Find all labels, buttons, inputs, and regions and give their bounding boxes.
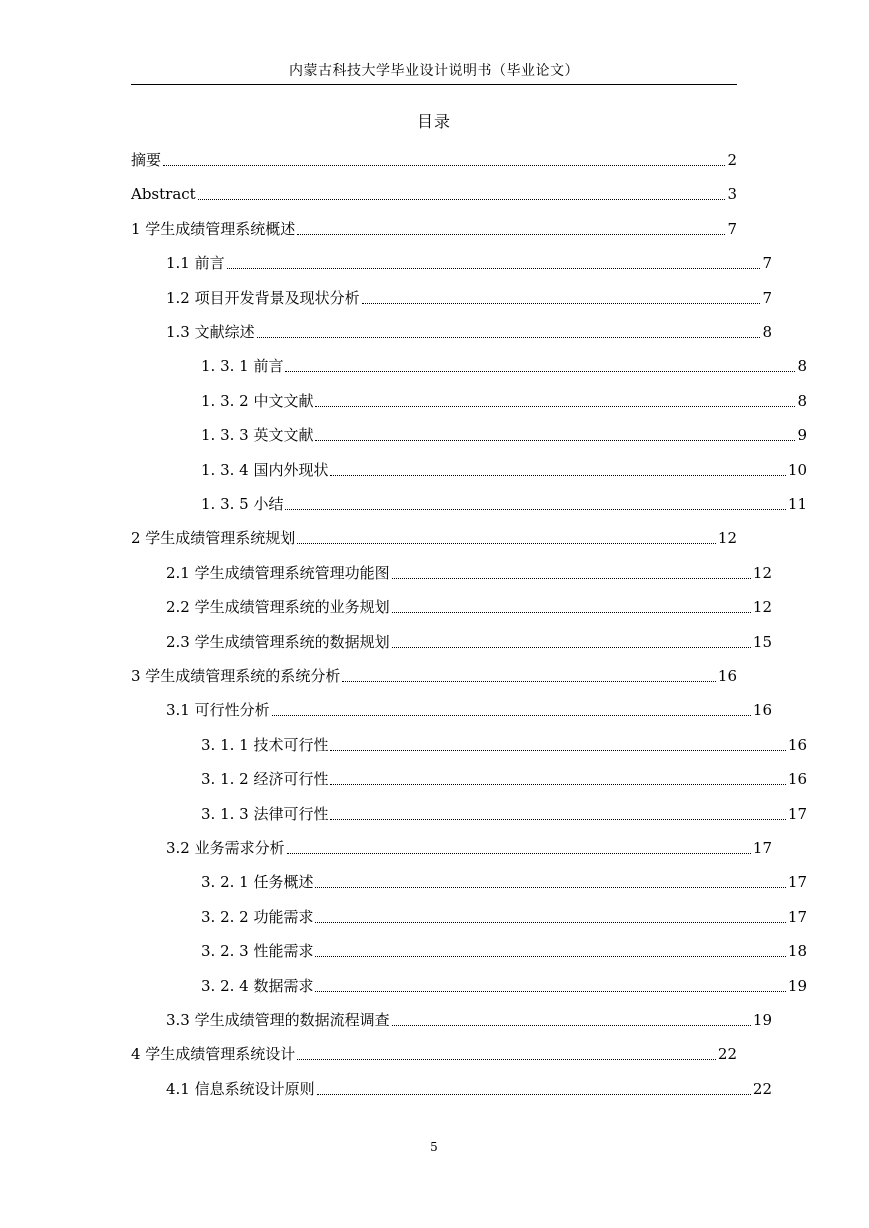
toc-entry-page-number: 16 (787, 770, 807, 789)
toc-entry[interactable] (131, 417, 807, 445)
toc-entry-label: 3. 1. 1 技术可行性 (201, 735, 329, 754)
toc-entry-page-number: 17 (787, 804, 807, 823)
toc-entry-page-number: 12 (717, 529, 737, 548)
toc-dot-leader (257, 337, 761, 338)
toc-entry-label: 2.2 学生成绩管理系统的业务规划 (166, 598, 390, 617)
toc-dot-leader (163, 165, 725, 166)
toc-entry-label: 1. 3. 4 国内外现状 (201, 460, 329, 479)
toc-entry-label: 1.3 文献综述 (166, 323, 255, 341)
toc-entry-page-number: 17 (787, 907, 807, 926)
toc-entry[interactable] (131, 589, 772, 617)
toc-entry-label: 2.1 学生成绩管理系统管理功能图 (166, 563, 390, 582)
toc-entry-label: 3. 2. 1 任务概述 (201, 873, 314, 892)
toc-entry-label: 1 学生成绩管理系统概述 (131, 219, 296, 238)
toc-entry[interactable] (131, 830, 772, 858)
toc-dot-leader (315, 922, 785, 923)
toc-entry[interactable] (131, 796, 807, 824)
toc-entry[interactable] (131, 899, 807, 927)
toc-entry-label: 3.2 业务需求分析 (166, 839, 285, 857)
toc-dot-leader (297, 234, 725, 235)
toc-dot-leader (287, 853, 751, 854)
toc-entry-label: 1. 3. 2 中文文献 (201, 391, 314, 410)
toc-entry-page-number: 3 (727, 185, 737, 204)
toc-dot-leader (315, 887, 785, 888)
toc-entry-page-number: 9 (797, 426, 807, 445)
toc-entry[interactable] (131, 486, 807, 514)
toc-entry[interactable] (131, 692, 772, 720)
toc-dot-leader (317, 1094, 751, 1095)
toc-dot-leader (285, 371, 795, 372)
toc-entry-label: 3. 2. 4 数据需求 (201, 976, 314, 995)
toc-dot-leader (297, 1059, 716, 1060)
toc-entry[interactable] (131, 245, 772, 273)
toc-entry[interactable] (131, 452, 807, 480)
toc-entry-label: 3. 2. 2 功能需求 (201, 907, 314, 926)
toc-entry-label: Abstract (131, 185, 196, 204)
toc-entry[interactable] (131, 176, 737, 204)
toc-entry-label: 3. 1. 2 经济可行性 (201, 770, 329, 789)
toc-entry-label: 4 学生成绩管理系统设计 (131, 1045, 296, 1064)
toc-entry-label: 1.2 项目开发背景及现状分析 (166, 288, 360, 307)
toc-dot-leader (362, 303, 761, 304)
toc-entry[interactable] (131, 761, 807, 789)
toc-entry[interactable] (131, 933, 807, 961)
toc-entry-label: 1. 3. 3 英文文献 (201, 426, 314, 445)
toc-dot-leader (392, 1025, 751, 1026)
toc-entry-label: 4.1 信息系统设计原则 (166, 1079, 315, 1098)
toc-dot-leader (342, 681, 716, 682)
toc-entry[interactable] (131, 1071, 772, 1099)
toc-entry-page-number: 22 (752, 1079, 772, 1098)
toc-entry-label: 3. 1. 3 法律可行性 (201, 804, 329, 823)
toc-entry[interactable] (131, 624, 772, 652)
toc-dot-leader (315, 406, 795, 407)
toc-entry-page-number: 15 (752, 632, 772, 651)
toc-entry[interactable] (131, 555, 772, 583)
toc-entry-label: 摘要 (131, 151, 162, 169)
toc-entry-page-number: 7 (727, 219, 737, 238)
toc-entry-page-number: 22 (717, 1045, 737, 1064)
running-title: 内蒙古科技大学毕业设计说明书（毕业论文） (289, 63, 579, 79)
toc-entry-label: 1. 3. 5 小结 (201, 495, 284, 513)
toc-entry-page-number: 12 (752, 598, 772, 617)
toc-entry-page-number: 8 (762, 323, 772, 341)
toc-entry[interactable] (131, 968, 807, 996)
toc-entry[interactable] (131, 520, 737, 548)
toc-dot-leader (315, 440, 795, 441)
toc-dot-leader (330, 475, 785, 476)
toc-entry-label: 3.3 学生成绩管理的数据流程调查 (166, 1011, 390, 1029)
toc-entry[interactable] (131, 280, 772, 308)
toc-entry-label: 2 学生成绩管理系统规划 (131, 529, 296, 548)
toc-dot-leader (392, 578, 751, 579)
toc-entry-page-number: 7 (762, 288, 772, 307)
toc-entry-page-number: 8 (797, 391, 807, 410)
toc-entry[interactable] (131, 142, 737, 170)
toc-entry-page-number: 18 (787, 942, 807, 961)
toc-entry[interactable] (131, 864, 807, 892)
toc-entry-page-number: 17 (752, 839, 772, 857)
toc-entry-label: 3. 2. 3 性能需求 (201, 942, 314, 961)
toc-entry[interactable] (131, 211, 737, 239)
toc-entry-page-number: 12 (752, 563, 772, 582)
toc-entry-label: 3.1 可行性分析 (166, 701, 270, 720)
toc-dot-leader (330, 784, 785, 785)
toc-entry-page-number: 16 (717, 667, 737, 685)
toc-entry-page-number: 10 (787, 460, 807, 479)
page-header (131, 58, 737, 85)
toc-dot-leader (227, 268, 761, 269)
toc-entry[interactable] (131, 348, 807, 376)
toc-entry[interactable] (131, 383, 807, 411)
toc-entry-label: 2.3 学生成绩管理系统的数据规划 (166, 632, 390, 651)
toc-entry-label: 1.1 前言 (166, 254, 225, 273)
toc-title: 目录 (416, 112, 451, 131)
toc-entry[interactable] (131, 314, 772, 342)
toc-dot-leader (315, 991, 785, 992)
toc-entry-page-number: 11 (787, 495, 807, 513)
toc-dot-leader (272, 715, 751, 716)
toc-entry[interactable] (131, 727, 807, 755)
toc-dot-leader (392, 647, 751, 648)
toc-dot-leader (330, 750, 785, 751)
page-number: 5 (430, 1140, 438, 1154)
toc-entry-page-number: 16 (787, 735, 807, 754)
toc-dot-leader (297, 543, 716, 544)
toc-entry-page-number: 17 (787, 873, 807, 892)
toc-entry-page-number: 19 (752, 1011, 772, 1029)
toc-entry-page-number: 16 (752, 701, 772, 720)
toc-entry[interactable] (131, 1002, 772, 1030)
toc-entry-page-number: 8 (797, 357, 807, 376)
toc-entry-page-number: 19 (787, 976, 807, 995)
toc-entry[interactable] (131, 658, 737, 686)
toc-entry-page-number: 2 (727, 151, 737, 169)
toc-dot-leader (315, 956, 785, 957)
toc-dot-leader (330, 819, 785, 820)
toc-entry-page-number: 7 (762, 254, 772, 273)
toc-entry[interactable] (131, 1036, 737, 1064)
toc-entry-label: 3 学生成绩管理系统的系统分析 (131, 667, 341, 685)
toc-dot-leader (392, 612, 751, 613)
toc-dot-leader (198, 199, 726, 200)
toc-entry-label: 1. 3. 1 前言 (201, 357, 284, 376)
toc-dot-leader (285, 509, 785, 510)
